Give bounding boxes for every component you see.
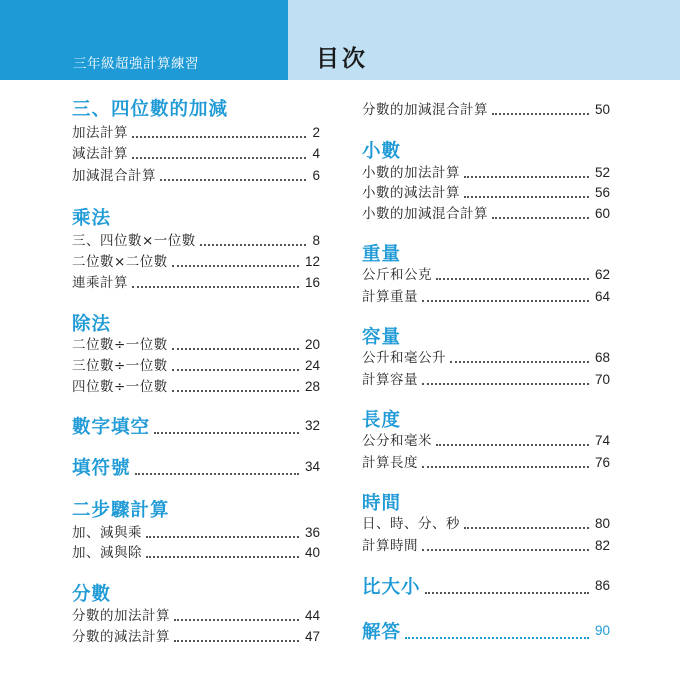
toc-section-entry[interactable] [362,576,610,600]
leader-dots [450,360,589,363]
toc-entry[interactable] [72,274,320,292]
toc-entry[interactable] [362,101,610,119]
leader-dots [422,548,589,551]
section-title: 除法 [72,314,112,335]
leader-dots [172,368,299,371]
entry-label: 分數的減法計算 [72,629,170,645]
entry-label: 二位數÷一位數 [72,337,168,353]
toc-entry[interactable] [72,378,320,396]
entry-page: 80 [594,516,610,531]
leader-dots [422,465,589,468]
entry-page: 44 [304,608,320,623]
entry-label: 計算容量 [362,372,418,388]
entry-label: 分數的加減混合計算 [362,102,488,118]
toc-entry[interactable] [72,336,320,354]
entry-page: 6 [312,168,320,183]
entry-label: 公分和毫米 [362,433,432,449]
leader-dots [492,112,589,115]
leader-dots [464,195,589,198]
section-title: 分數 [72,584,112,605]
toc-entry[interactable] [72,167,320,185]
entry-page: 8 [312,233,320,248]
entry-label: 計算長度 [362,455,418,471]
toc-section-entry[interactable] [72,416,320,440]
toc-entry[interactable] [72,145,320,163]
leader-dots [174,639,299,642]
book-title: 三年級超強計算練習 [73,56,199,72]
toc-section-entry[interactable] [362,621,610,645]
section-title: 解答 [362,622,402,643]
toc-entry[interactable] [72,628,320,646]
entry-page: 70 [594,372,610,387]
toc-entry[interactable] [362,205,610,223]
entry-page: 50 [594,102,610,117]
entry-label: 公升和毫公升 [362,350,446,366]
entry-page: 36 [304,525,320,540]
entry-page: 47 [304,629,320,644]
toc-entry[interactable] [362,349,610,367]
leader-dots [132,156,306,159]
entry-label: 小數的加減混合計算 [362,206,488,222]
entry-page: 56 [594,185,610,200]
toc-entry[interactable] [362,371,610,389]
leader-dots [146,535,299,538]
toc-entry[interactable] [362,164,610,182]
leader-dots [492,216,589,219]
leader-dots [146,555,299,558]
leader-dots [172,389,299,392]
leader-dots [132,285,299,288]
entry-page: 16 [304,275,320,290]
entry-label: 小數的加法計算 [362,165,460,181]
section-title: 長度 [362,410,402,431]
toc-entry[interactable] [72,124,320,142]
entry-label: 日、時、分、秒 [362,516,460,532]
entry-page: 90 [594,623,610,638]
leader-dots [174,618,299,621]
toc-entry[interactable] [72,357,320,375]
toc-entry[interactable] [362,288,610,306]
entry-page: 4 [312,146,320,161]
toc-entry[interactable] [72,253,320,271]
section-title: 比大小 [362,577,421,598]
toc-entry[interactable] [362,537,610,555]
toc-title: 目次 [316,46,368,72]
entry-label: 加減混合計算 [72,168,156,184]
entry-page: 68 [594,350,610,365]
toc-entry[interactable] [72,232,320,250]
entry-label: 加法計算 [72,125,128,141]
entry-label: 計算重量 [362,289,418,305]
entry-label: 減法計算 [72,146,128,162]
entry-page: 74 [594,433,610,448]
leader-dots [436,443,589,446]
entry-label: 分數的加法計算 [72,608,170,624]
entry-page: 64 [594,289,610,304]
entry-label: 加、減與除 [72,545,142,561]
entry-label: 三、四位數×一位數 [72,233,196,249]
leader-dots [154,431,299,434]
leader-dots [172,264,299,267]
entry-label: 加、減與乘 [72,525,142,541]
section-title: 重量 [362,244,402,265]
section-title: 三、四位數的加減 [72,99,229,120]
leader-dots [200,243,307,246]
leader-dots [405,636,589,639]
entry-label: 公斤和公克 [362,267,432,283]
entry-page: 20 [304,337,320,352]
entry-page: 12 [304,254,320,269]
entry-page: 40 [304,545,320,560]
entry-label: 三位數÷一位數 [72,358,168,374]
leader-dots [422,382,589,385]
leader-dots [436,277,589,280]
entry-page: 2 [312,125,320,140]
entry-page: 32 [304,418,320,433]
toc-entry[interactable] [362,432,610,450]
entry-label: 連乘計算 [72,275,128,291]
entry-page: 76 [594,455,610,470]
entry-page: 60 [594,206,610,221]
toc-entry[interactable] [362,266,610,284]
toc-entry[interactable] [362,454,610,472]
toc-entry[interactable] [362,184,610,202]
leader-dots [132,135,306,138]
section-title: 小數 [362,141,402,162]
section-title: 容量 [362,327,402,348]
entry-page: 52 [594,165,610,180]
section-title: 填符號 [72,458,131,479]
leader-dots [422,299,589,302]
leader-dots [464,526,589,529]
toc-entry[interactable] [72,607,320,625]
entry-page: 86 [594,578,610,593]
entry-label: 小數的減法計算 [362,185,460,201]
entry-label: 二位數×二位數 [72,254,168,270]
leader-dots [172,347,299,350]
leader-dots [135,472,299,475]
toc-entry[interactable] [362,515,610,533]
leader-dots [425,591,589,594]
entry-label: 計算時間 [362,538,418,554]
leader-dots [464,175,589,178]
section-title: 二步驟計算 [72,500,170,521]
toc-entry[interactable] [72,544,320,562]
entry-label: 四位數÷一位數 [72,379,168,395]
entry-page: 62 [594,267,610,282]
toc-section-entry[interactable] [72,457,320,481]
toc-entry[interactable] [72,524,320,542]
section-title: 時間 [362,493,402,514]
entry-page: 24 [304,358,320,373]
entry-page: 82 [594,538,610,553]
leader-dots [160,178,306,181]
entry-page: 28 [304,379,320,394]
entry-page: 34 [304,459,320,474]
section-title: 乘法 [72,208,112,229]
section-title: 數字填空 [72,417,151,438]
